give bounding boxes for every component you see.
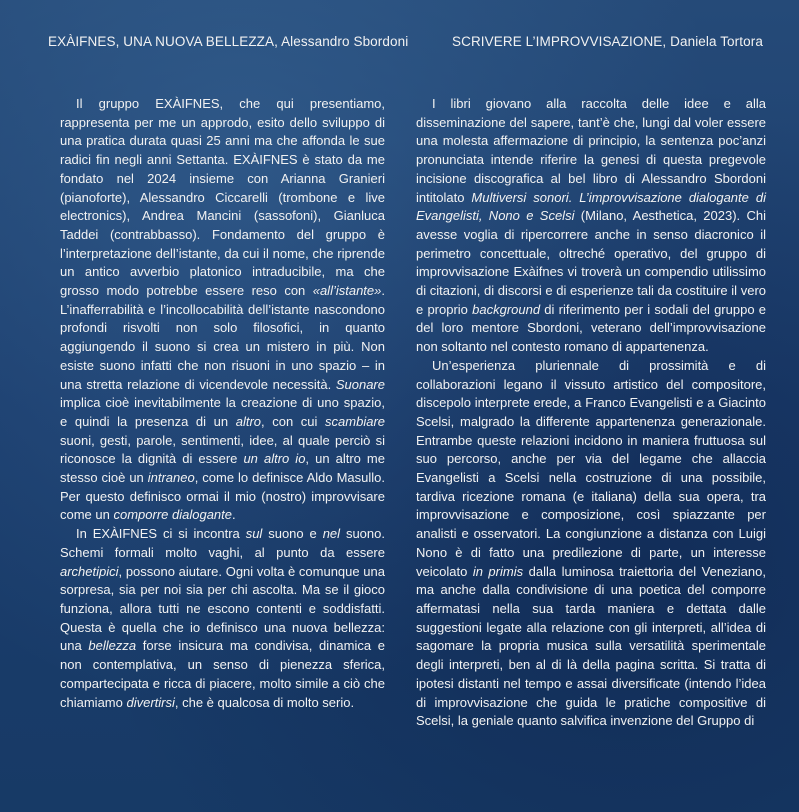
text-run: (Milano, Aesthetica, 2023). Chi avesse voglia di ripercorrere anche in senso diacronico il perimetro concettuale, oltreché operativo, del gruppo di improvvisazione Exàifnes vi troverà un compendio utilissimo di citazioni, di discorsi e di esperienze tali da costituire il vero e proprio <box>416 208 766 317</box>
left-title-main: EXÀIFNES, UNA NUOVA BELLEZZA, <box>48 34 278 49</box>
left-title-author: Alessandro Sbordoni <box>281 34 409 49</box>
text-run: , come lo definisce Aldo Masullo. Per questo definisco ormai il mio (nostro) improvvisare come un <box>60 470 385 523</box>
italic-run: sul <box>245 526 263 542</box>
left-paragraph-1 <box>60 95 385 525</box>
right-title-author: Daniela Tortora <box>670 34 763 49</box>
text-run: Un’esperienza pluriennale di prossimità e di collaborazioni legano il vissuto artistico del compositore, discepolo interprete erede, a Franco Evangelisti e a Giacinto Scelsi, malgrado la differente appartenenza generazionale. Entrambe queste relazioni incidono in maniera fruttuosa sul suo percorso, anche per via del legame che allaccia Evangelisti a Scelsi nella costruzione di una possibile, tardiva ricezione romana (e italiana) della sua opera, tra improvvisazione e composizione, così spiazzante per analisti e osservatori. La congiunzione a distanza con Luigi Nono è di fatto una predilezione di parte, un interesse veicolato <box>416 357 766 579</box>
italic-run: divertirsi <box>126 694 175 710</box>
italic-run: archetipici <box>60 563 119 579</box>
italic-run: Suonare <box>335 376 385 392</box>
text-run: di riferimento per i sodali del gruppo e del loro mentore Sbordoni, veterano dell’improvvisazione non soltanto nel contesto romano di appartenenza. <box>416 301 766 355</box>
text-run: dalla luminosa traiettoria del Veneziano, ma anche dalla condivisione di una poetica del comporre affermatasi nella sua tarda maniera e dettata dalle suggestioni legate alla relazione con gli interpreti, all’idea di sagomare la propria musica sulla versatilità sperimentale degli interpreti, ben al di là della pagina scritta. Si tratta di ipotesi distanti nel tempo e assai diversificate (intendo l’idea di improvvisazione che guida le pratiche compositive di Scelsi, la geniale quanto salvifica invenzione del Gruppo di <box>416 563 766 729</box>
italic-run: Multiversi sonori. L’improvvisazione dialogante di Evangelisti, Nono e Scelsi <box>416 189 766 224</box>
italic-run: altro <box>235 413 262 429</box>
left-paragraph-2 <box>60 525 385 712</box>
left-article-body <box>60 95 385 712</box>
text-run: forse insicura ma condivisa, dinamica e non contemplativa, un senso di pienezza sferica, compartecipata e ricca di piacere, molto simile a ciò che chiamiamo <box>60 638 385 710</box>
text-run: , con cui <box>261 413 326 429</box>
text-run: suoni, gesti, parole, sentimenti, idee, al quale perciò si riconosce la dignità di essere <box>60 432 385 467</box>
text-run: suono. Schemi formali molto vaghi, al punto da essere <box>60 526 385 560</box>
text-run: implica cioè inevitabilmente la creazione di uno spazio, e quindi la presenza di un <box>60 395 385 429</box>
right-article-title <box>452 34 766 49</box>
italic-run: intraneo <box>147 470 195 486</box>
text-run: . L’inafferrabilità e l’incollocabilità dell’istante nascondono profondi risvolti non solo filosofici, in quanto aggiungendo il suono si crea un mistero in più. Non esiste suono infatti che non risuoni in uno spazio – in una stretta relazione di vicendevole necessità. <box>60 283 385 392</box>
text-run: I libri giovano alla raccolta delle idee e alla disseminazione del sapere, tant’è che, lungi dal voler essere una molesta affermazione di principio, la sentenza poc’anzi pronunciata intende riferire la genesi di questa pregevole incisione discografica al bel libro di Alessandro Sbordoni intitolato <box>416 96 766 205</box>
left-column <box>48 34 409 712</box>
right-paragraph-1 <box>416 95 766 357</box>
right-title-main: SCRIVERE L’IMPROVVISAZIONE, <box>452 34 667 49</box>
text-run: . <box>232 507 236 523</box>
right-article-body <box>416 95 766 731</box>
italic-run: comporre dialogante <box>113 507 233 523</box>
text-run: In EXÀIFNES ci si incontra <box>76 526 246 542</box>
italic-run: «all’istante» <box>312 283 382 299</box>
italic-run: scambiare <box>325 413 385 429</box>
text-run: suono e <box>262 526 323 542</box>
italic-run: bellezza <box>88 638 137 654</box>
right-column <box>416 34 766 731</box>
italic-run: un altro io <box>243 451 306 467</box>
right-paragraph-2 <box>416 357 766 731</box>
italic-run: background <box>472 301 541 317</box>
text-run: , possono aiutare. Ogni volta è comunque una sorpresa, sia per noi sia per chi ascolta. Ma se il gioco funziona, allora tutti ne escono contenti e soddisfatti. Questa è quella che io definisco una nuova bellezza: una <box>60 563 385 654</box>
italic-run: nel <box>322 526 341 542</box>
text-run: Il gruppo EXÀIFNES, che qui presentiamo, rappresenta per me un approdo, esito dello sviluppo di una pratica durata quasi 25 anni ma che affonda le sue radici fin negli anni Settanta. EXÀIFNES è stato da me fondato nel 2024 insieme con Arianna Granieri (pianoforte), Alessandro Ciccarelli (trombone e live electronics), Andrea Mancini (sassofoni), Gianluca Taddei (contrabbasso). Fondamento del gruppo è l’interpretazione dell’istante, da cui il nome, che riprende un antico avverbio platonico intraducibile, ma che grosso modo potrebbe essere reso con <box>60 96 385 299</box>
text-run: , che è qualcosa di molto serio. <box>174 694 355 710</box>
text-run: , un altro me stesso cioè un <box>60 451 385 486</box>
italic-run: in primis <box>472 563 524 579</box>
left-article-title <box>48 34 409 49</box>
